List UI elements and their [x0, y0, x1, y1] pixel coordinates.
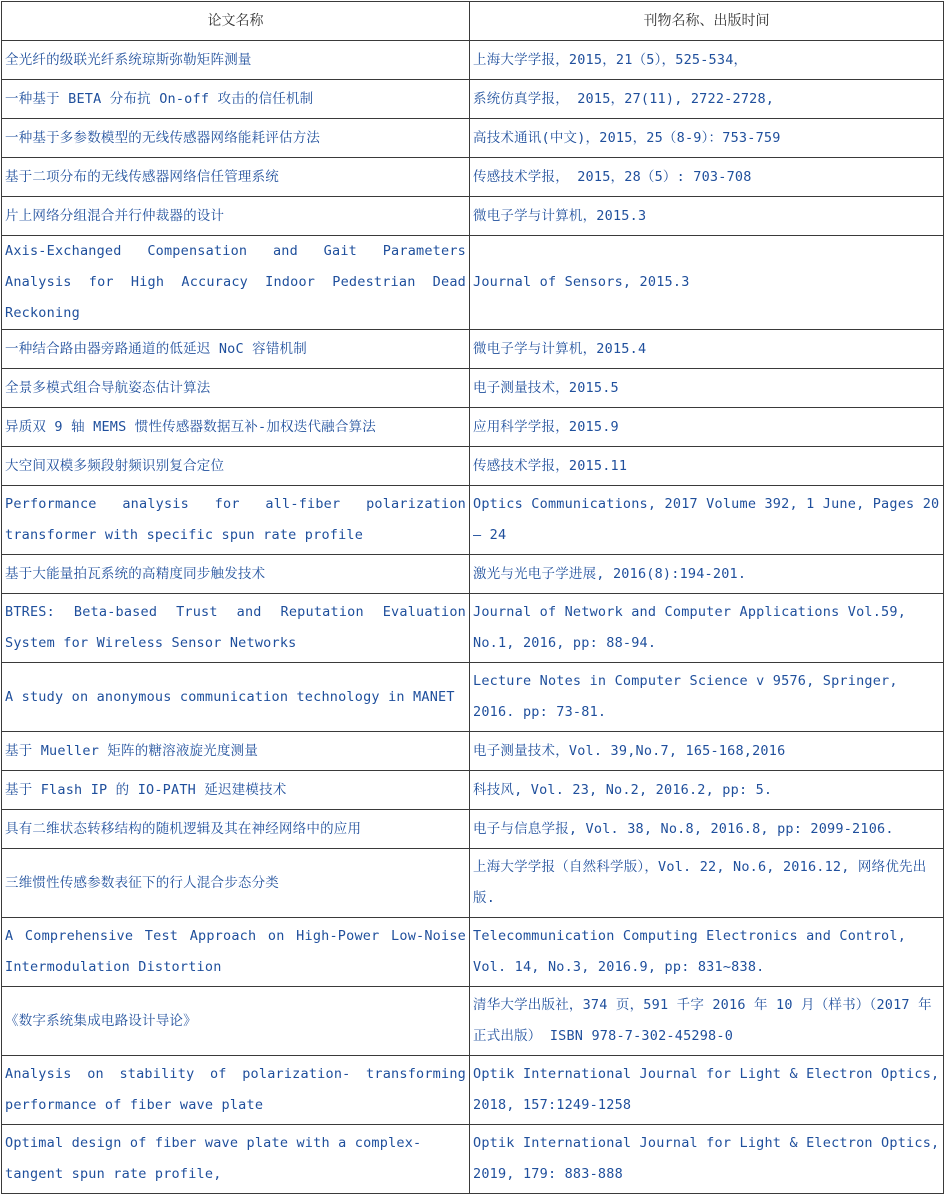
paper-title: Performance analysis for all-fiber polarization transformer with specific spun rate profile [5, 496, 466, 543]
table-row [2, 447, 944, 486]
paper-title: 全景多模式组合导航姿态估计算法 [5, 380, 211, 396]
journal-cell [470, 1125, 944, 1194]
paper-title-cell [2, 594, 470, 663]
paper-title: Analysis on stability of polarization- transforming performance of fiber wave plate [5, 1066, 466, 1113]
paper-title: 基于二项分布的无线传感器网络信任管理系统 [5, 169, 279, 185]
table-row [2, 849, 944, 918]
table-row [2, 330, 944, 369]
journal-info: Lecture Notes in Computer Science v 9576, Springer, 2016. pp: 73-81. [473, 673, 898, 720]
journal-cell [470, 119, 944, 158]
table-row [2, 486, 944, 555]
paper-title-cell [2, 663, 470, 732]
paper-title: A Comprehensive Test Approach on High-Power Low-Noise Intermodulation Distortion [5, 928, 466, 975]
journal-cell [470, 663, 944, 732]
table-row [2, 408, 944, 447]
table-row [2, 732, 944, 771]
paper-title-cell [2, 80, 470, 119]
paper-title: 全光纤的级联光纤系统琼斯弥勒矩阵测量 [5, 52, 252, 68]
table-row [2, 236, 944, 330]
journal-cell [470, 369, 944, 408]
journal-cell [470, 849, 944, 918]
paper-title-cell [2, 1056, 470, 1125]
journal-info: 激光与光电子学进展, 2016(8):194-201. [473, 566, 747, 582]
paper-title-cell [2, 330, 470, 369]
paper-title: 基于 Mueller 矩阵的糖溶液旋光度测量 [5, 743, 259, 759]
journal-cell [470, 80, 944, 119]
journal-info: 传感技术学报，2015.11 [473, 458, 628, 474]
paper-title-cell [2, 41, 470, 80]
paper-title-cell [2, 197, 470, 236]
table-row [2, 80, 944, 119]
journal-cell [470, 447, 944, 486]
journal-info: 科技风, Vol. 23, No.2, 2016.2, pp: 5. [473, 782, 773, 798]
table-row [2, 158, 944, 197]
table-row [2, 987, 944, 1056]
table-row [2, 369, 944, 408]
paper-title-cell [2, 408, 470, 447]
journal-info: Journal of Network and Computer Applications Vol.59, No.1, 2016, pp: 88-94. [473, 604, 907, 651]
table-row [2, 1125, 944, 1194]
paper-title: 片上网络分组混合并行仲裁器的设计 [5, 208, 225, 224]
paper-title-cell [2, 369, 470, 408]
paper-title: 一种结合路由器旁路通道的低延迟 NoC 容错机制 [5, 341, 307, 357]
journal-info: 上海大学学报（自然科学版），Vol. 22, No.6, 2016.12, 网络优先出版. [473, 859, 927, 906]
journal-info: Telecommunication Computing Electronics and Control, Vol. 14, No.3, 2016.9, pp: 831~838. [473, 928, 907, 975]
journal-cell [470, 408, 944, 447]
table-row [2, 197, 944, 236]
paper-title-cell [2, 158, 470, 197]
paper-title-cell [2, 810, 470, 849]
journal-info: 微电子学与计算机，2015.3 [473, 208, 647, 224]
journal-info: Optik International Journal for Light & Electron Optics, 2019, 179: 883-888 [473, 1135, 940, 1182]
paper-title-cell [2, 918, 470, 987]
paper-title: 异质双 9 轴 MEMS 惯性传感器数据互补-加权迭代融合算法 [5, 419, 376, 435]
table-row [2, 810, 944, 849]
paper-title-cell [2, 987, 470, 1056]
table-row [2, 771, 944, 810]
table-row [2, 119, 944, 158]
journal-cell [470, 41, 944, 80]
journal-info: 微电子学与计算机，2015.4 [473, 341, 647, 357]
journal-info: 电子与信息学报, Vol. 38, No.8, 2016.8, pp: 2099-2106. [473, 821, 894, 837]
header-paper-title: 论文名称 [2, 2, 470, 41]
paper-title: 《数字系统集成电路设计导论》 [5, 1012, 197, 1029]
paper-title-cell [2, 732, 470, 771]
paper-title: BTRES: Beta-based Trust and Reputation Evaluation System for Wireless Sensor Networks [5, 604, 466, 651]
paper-title: A study on anonymous communication technology in MANET [5, 688, 455, 705]
table-row [2, 594, 944, 663]
journal-cell [470, 555, 944, 594]
paper-list-table [1, 1, 944, 1194]
journal-info: 高技术通讯(中文)，2015，25（8-9）：753-759 [473, 130, 781, 146]
paper-title: 基于大能量拍瓦系统的高精度同步触发技术 [5, 566, 266, 582]
paper-title: 基于 Flash IP 的 IO-PATH 延迟建模技术 [5, 782, 287, 798]
journal-info: 传感技术学报， 2015，28（5）: 703-708 [473, 169, 752, 185]
paper-title: 一种基于 BETA 分布抗 On-off 攻击的信任机制 [5, 91, 314, 107]
journal-info: Optik International Journal for Light & Electron Optics, 2018, 157:1249-1258 [473, 1066, 940, 1113]
journal-cell [470, 810, 944, 849]
journal-cell [470, 732, 944, 771]
journal-cell [470, 236, 944, 330]
journal-cell [470, 594, 944, 663]
paper-title: 具有二维状态转移结构的随机逻辑及其在神经网络中的应用 [5, 821, 362, 837]
paper-title: 三维惯性传感参数表征下的行人混合步态分类 [5, 874, 279, 891]
journal-info: 清华大学出版社，374 页，591 千字 2016 年 10 月（样书）（2017 年正式出版） ISBN 978-7-302-45298-0 [473, 997, 932, 1044]
table-row [2, 555, 944, 594]
table-row [2, 41, 944, 80]
journal-info: 电子测量技术，Vol. 39,No.7, 165-168,2016 [473, 743, 786, 759]
journal-info: 应用科学学报，2015.9 [473, 419, 619, 435]
paper-title: 一种基于多参数模型的无线传感器网络能耗评估方法 [5, 130, 321, 146]
journal-info: Optics Communications, 2017 Volume 392, 1 June, Pages 20 – 24 [473, 496, 940, 543]
table-row [2, 663, 944, 732]
paper-title-cell [2, 486, 470, 555]
journal-cell [470, 486, 944, 555]
journal-cell [470, 330, 944, 369]
table-header-row [2, 2, 944, 41]
paper-title-cell [2, 236, 470, 330]
paper-title: Axis-Exchanged Compensation and Gait Parameters Analysis for High Accuracy Indoor Pedestrian Dead Reckoning [5, 243, 466, 321]
paper-title-cell [2, 447, 470, 486]
table-row [2, 918, 944, 987]
journal-cell [470, 771, 944, 810]
journal-info: 系统仿真学报， 2015，27(11), 2722-2728, [473, 91, 775, 107]
journal-cell [470, 197, 944, 236]
paper-title-cell [2, 555, 470, 594]
journal-cell [470, 987, 944, 1056]
paper-title: 大空间双模多频段射频识别复合定位 [5, 458, 225, 474]
paper-title-cell [2, 1125, 470, 1194]
journal-info: Journal of Sensors, 2015.3 [473, 274, 690, 290]
journal-cell [470, 158, 944, 197]
table-row [2, 1056, 944, 1125]
journal-cell [470, 1056, 944, 1125]
paper-title-cell [2, 849, 470, 918]
journal-info: 电子测量技术，2015.5 [473, 380, 619, 396]
paper-title: Optimal design of fiber wave plate with a complex-tangent spun rate profile, [5, 1135, 422, 1182]
paper-title-cell [2, 771, 470, 810]
journal-cell [470, 918, 944, 987]
journal-info: 上海大学学报，2015，21（5），525-534， [473, 52, 748, 68]
header-journal-date: 刊物名称、出版时间 [470, 2, 944, 41]
paper-title-cell [2, 119, 470, 158]
